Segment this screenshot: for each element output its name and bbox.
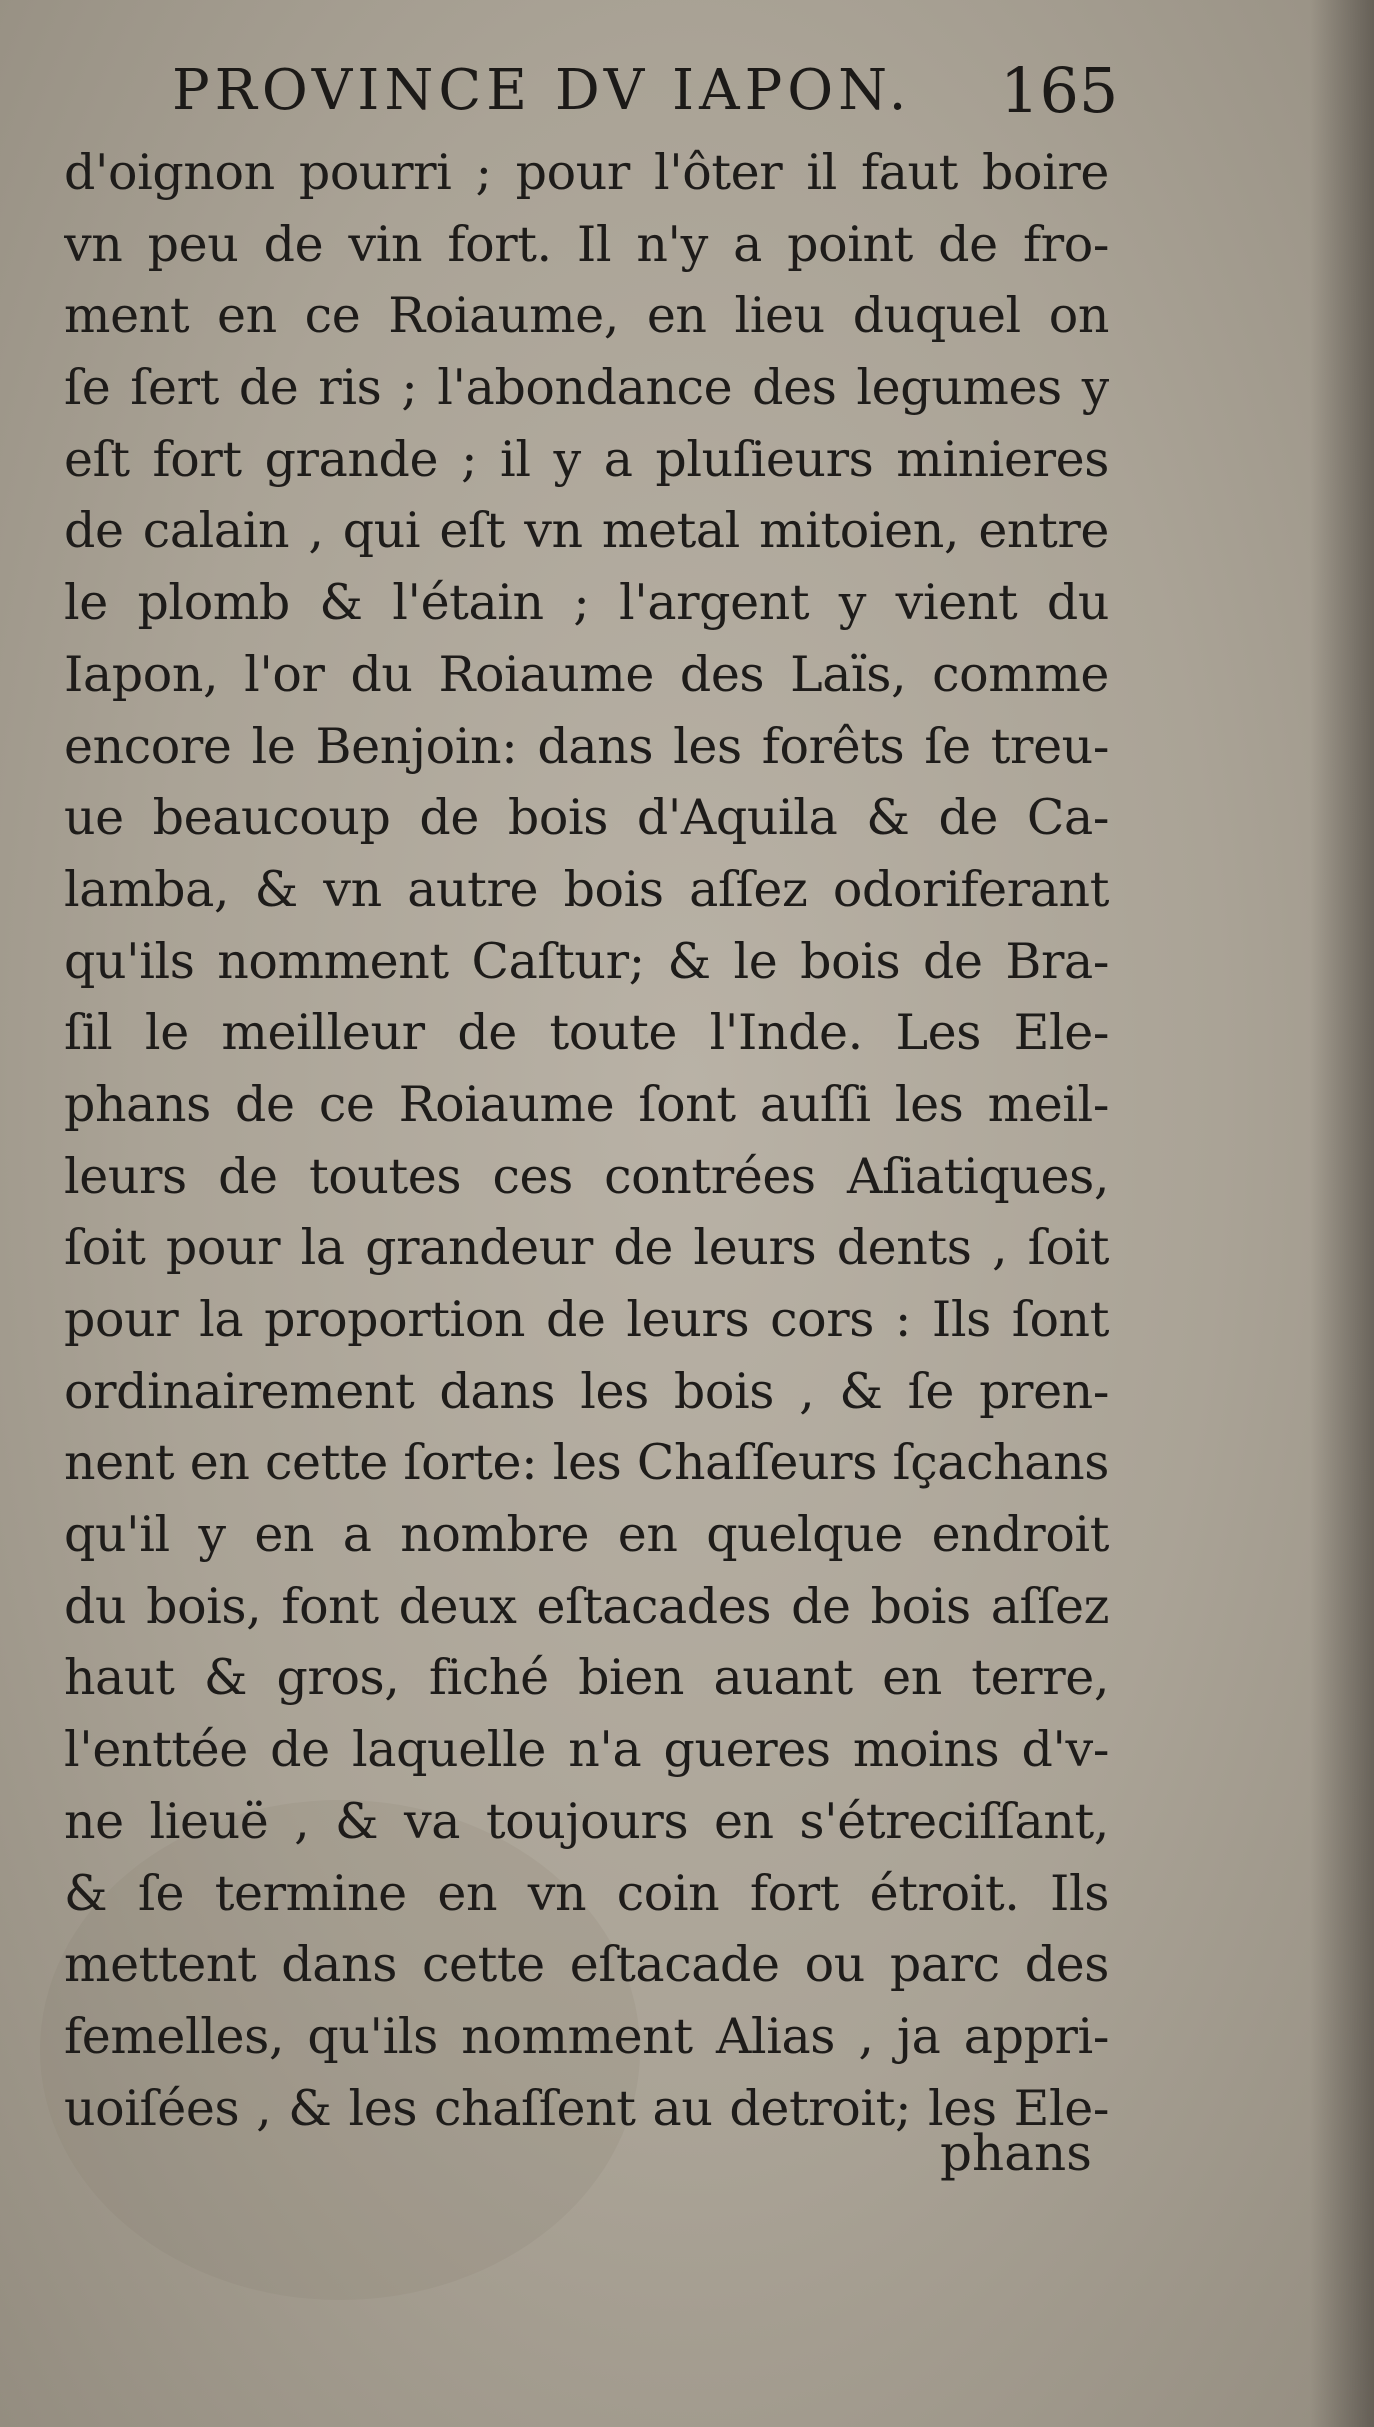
- text-line: vn peu de vin fort. Il n'y a point de fro-: [64, 215, 1109, 273]
- text-line: d'oignon pourri ; pour l'ôter il faut boire: [64, 144, 1109, 201]
- text-line: encore le Benjoin: dans les forêts ſe treu-: [64, 717, 1109, 775]
- text-line: & ſe termine en vn coin fort étroit. Ils: [64, 1864, 1109, 1922]
- text-line: ne lieuë , & va toujours en s'étreciſſant,: [64, 1792, 1109, 1850]
- text-line: ſil le meilleur de toute l'Inde. Les Ele-: [64, 1004, 1109, 1062]
- text-line: qu'il y en a nombre en quelque endroit: [64, 1506, 1109, 1564]
- text-line: femelles, qu'ils nomment Alias , ja appri-: [64, 2007, 1109, 2065]
- text-line: le plomb & l'étain ; l'argent y vient du: [64, 574, 1109, 632]
- page-number: 165: [1000, 54, 1119, 127]
- text-line: eſt fort grande ; il y a pluſieurs minieres: [64, 430, 1109, 488]
- body-text: [64, 137, 1109, 2144]
- text-line: mettent dans cette eſtacade ou parc des: [64, 1936, 1109, 1994]
- binding-shadow: [1310, 0, 1374, 2427]
- text-line: ſoit pour la grandeur de leurs dents , ſoit: [64, 1219, 1109, 1277]
- text-line: Iapon, l'or du Roiaume des Laïs, comme: [64, 645, 1109, 703]
- text-line: nent en cette ſorte: les Chaſſeurs ſçachans: [64, 1434, 1109, 1492]
- text-line: haut & gros, fiché bien auant en terre,: [64, 1649, 1109, 1707]
- text-line: du bois, font deux eſtacades de bois aſſez: [64, 1577, 1109, 1635]
- page-header: [0, 54, 1374, 148]
- text-line: ue beaucoup de bois d'Aquila & de Ca-: [64, 789, 1109, 847]
- text-line: phans de ce Roiaume ſont auſſi les meil-: [64, 1075, 1109, 1133]
- text-line: qu'ils nomment Caſtur; & le bois de Bra-: [64, 932, 1109, 990]
- text-line: leurs de toutes ces contrées Aſiatiques,: [64, 1147, 1109, 1205]
- text-line: uoiſées , & les chaſſent au detroit; les Ele-: [64, 2079, 1109, 2137]
- text-line: lamba, & vn autre bois aſſez odoriferant: [64, 860, 1109, 918]
- text-line: ſe ſert de ris ; l'abondance des legumes y: [64, 359, 1109, 417]
- text-line: l'enttée de laquelle n'a gueres moins d'v-: [64, 1721, 1109, 1779]
- text-line: pour la proportion de leurs cors : Ils ſont: [64, 1291, 1109, 1348]
- text-line: ordinairement dans les bois , & ſe pren-: [64, 1362, 1109, 1420]
- text-line: de calain , qui eſt vn metal mitoien, entre: [64, 502, 1109, 560]
- running-title: PROVINCE DV IAPON.: [172, 58, 912, 123]
- text-line: ment en ce Roiaume, en lieu duquel on: [64, 287, 1109, 345]
- catchword: phans: [940, 2124, 1092, 2182]
